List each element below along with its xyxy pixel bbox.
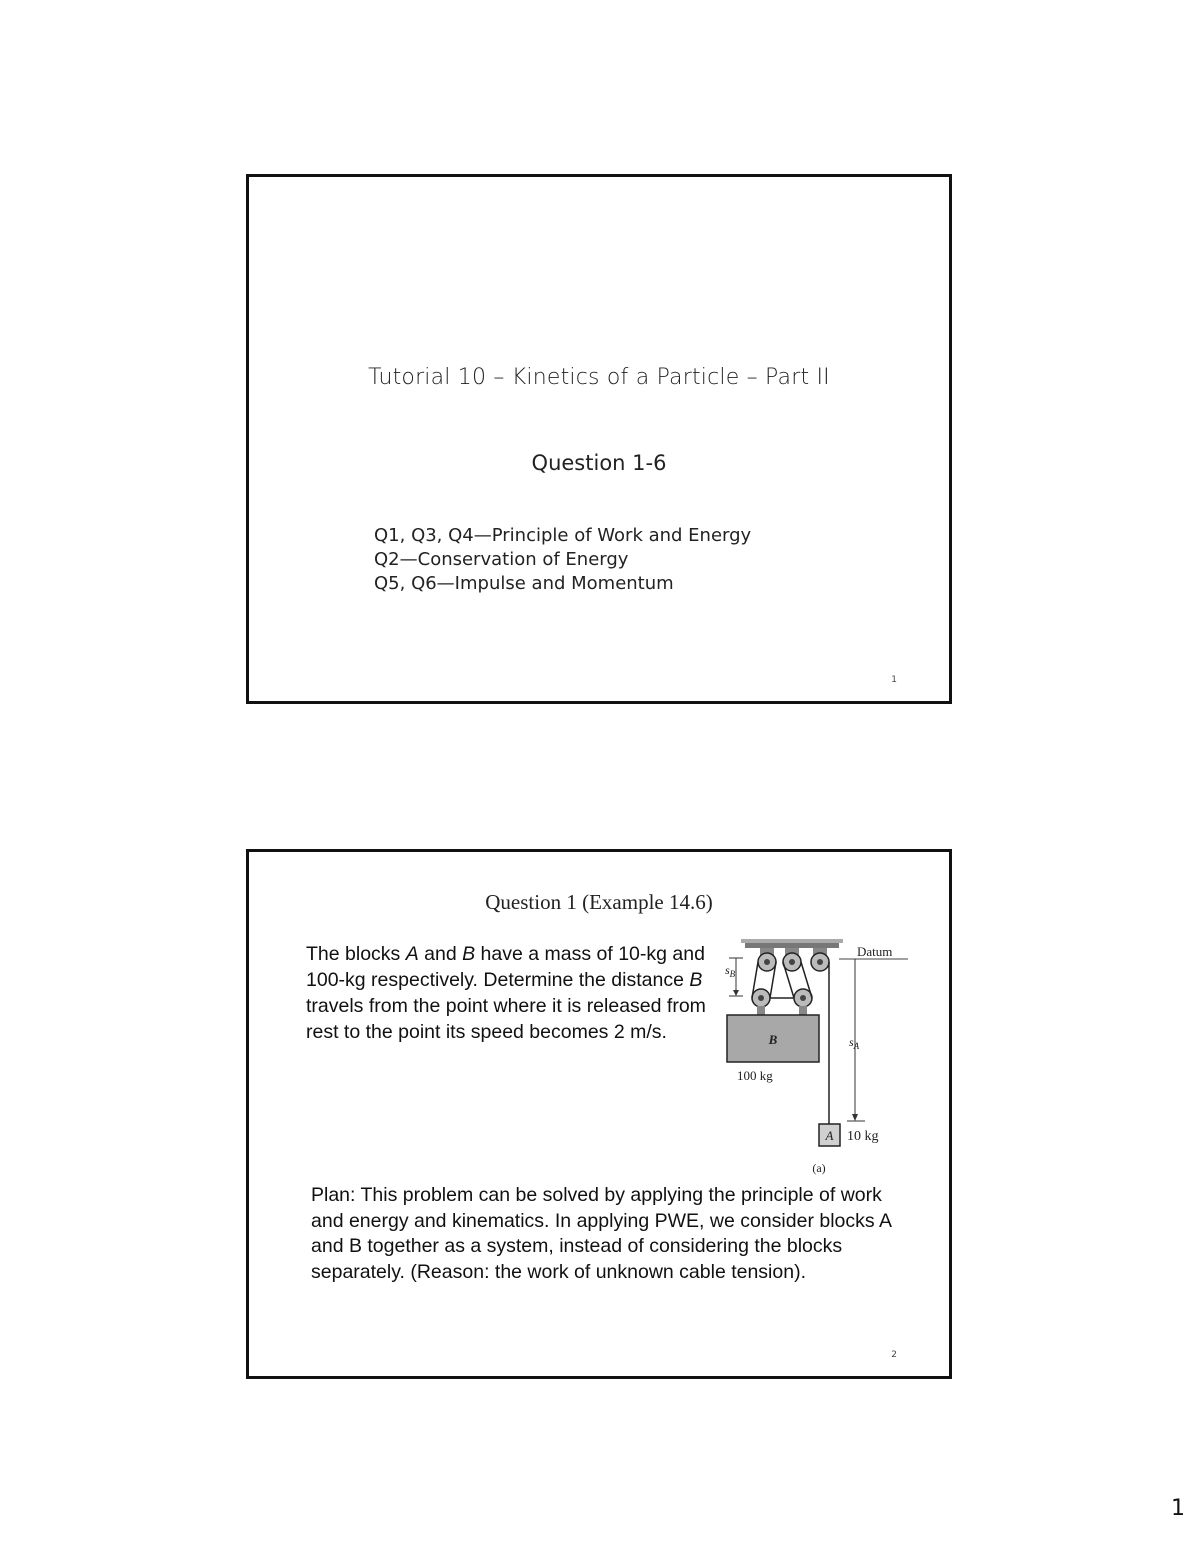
- slide-1: [246, 174, 952, 704]
- bottom-pulley: [752, 989, 770, 1016]
- datum-label: Datum: [857, 944, 893, 959]
- plan-text: Plan: This problem can be solved by applying the principle of work and energy and kinematics. In applying PWE, we consider blocks A and B together as a system, instead of considering the blocks separately. (Reason: the work of unknown cable tension).: [311, 1184, 891, 1283]
- problem-text: The blocks: [306, 943, 406, 965]
- slide-1-subtitle: Question 1-6: [531, 451, 667, 475]
- sb-arrow: [733, 990, 739, 996]
- topic-item: Q5, Q6—Impulse and Momentum: [374, 573, 674, 594]
- sb-label: $s_B$: [725, 963, 736, 979]
- topic-item: Q1, Q3, Q4—Principle of Work and Energy: [374, 525, 752, 546]
- block-b-mass: 100 kg: [737, 1068, 773, 1083]
- topic-list: [374, 524, 751, 596]
- slide-2-number: 2: [891, 1350, 897, 1360]
- block-a-label: A: [825, 1128, 834, 1143]
- slide-1-title: Tutorial 10 – Kinetics of a Particle – Part II: [368, 365, 830, 390]
- page-number: 1: [1171, 1496, 1185, 1521]
- problem-text: travels from the point where it is released from rest to the point its speed becomes 2 m/s.: [306, 995, 706, 1043]
- topic-item: Q2—Conservation of Energy: [374, 549, 629, 570]
- problem-text: have a mass of 10-kg and 100-kg respectively. Determine the distance: [306, 943, 705, 991]
- sa-label: $s_A$: [849, 1035, 860, 1051]
- pulley-figure: [723, 936, 923, 1176]
- block-b-ref: B: [689, 969, 703, 991]
- block-a-ref: A: [405, 943, 419, 965]
- slide-2: [246, 849, 952, 1379]
- figure-caption: (a): [812, 1161, 826, 1175]
- top-pulley: [811, 948, 829, 971]
- block-a-mass: 10 kg: [847, 1129, 879, 1144]
- problem-statement: [306, 941, 726, 1045]
- bottom-pulley: [794, 989, 812, 1016]
- problem-text: and: [418, 943, 463, 965]
- block-b-ref: B: [462, 943, 476, 965]
- ceiling-support: [741, 939, 843, 943]
- top-pulley: [783, 948, 801, 971]
- slide-2-title: Question 1 (Example 14.6): [485, 890, 713, 914]
- sa-arrow: [852, 1114, 858, 1121]
- top-pulley: [758, 948, 776, 971]
- block-b-label: B: [768, 1032, 778, 1047]
- slide-1-number: 1: [891, 675, 897, 685]
